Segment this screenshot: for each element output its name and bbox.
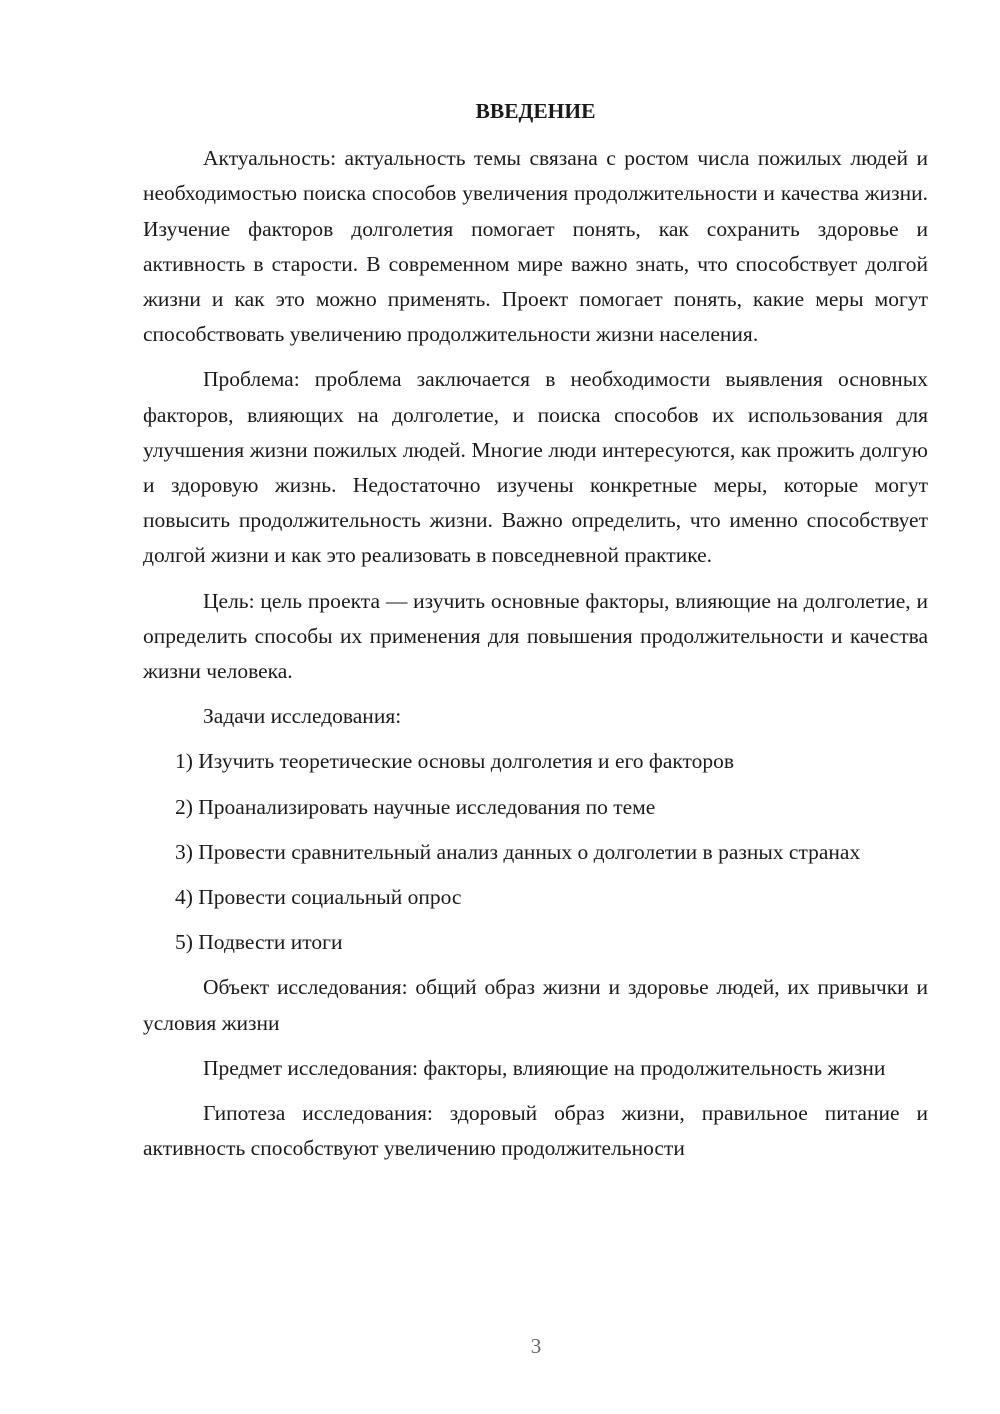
subject-paragraph: Предмет исследования: факторы, влияющие на продолжительность жизни	[203, 1055, 886, 1080]
task-item-3: 3) Провести сравнительный анализ данных о долголетии в разных странах	[175, 839, 861, 864]
document-title: ВВЕДЕНИЕ	[475, 99, 596, 123]
problem-paragraph: Проблема: проблема заключается в необходимости выявления основных факторов, влияющих на долголетие, и поиска способов их использования для улучшения жизни пожилых людей. Многие люди интересуются, как прожить долгую и здоровую жизнь. Недостаточно изучены конкретные меры, которые могут повысить продолжительность жизни. Важно определить, что именно способствует долгой жизни и как это реализовать в повседневной практике.	[143, 367, 928, 568]
document-page	[143, 94, 928, 1176]
task-item-2: 2) Проанализировать научные исследования по теме	[175, 794, 656, 819]
object-paragraph: Объект исследования: общий образ жизни и здоровье людей, их привычки и условия жизни	[143, 975, 928, 1035]
task-item-4: 4) Провести социальный опрос	[175, 885, 462, 910]
task-item-1: 1) Изучить теоретические основы долголетия и его факторов	[175, 749, 735, 774]
task-item-5: 5) Подвести итоги	[175, 930, 343, 955]
hypothesis-paragraph: Гипотеза исследования: здоровый образ жизни, правильное питание и активность способствуют увеличению продолжительности	[143, 1101, 928, 1161]
tasks-heading: Задачи исследования:	[203, 704, 402, 729]
relevance-paragraph: Актуальность: актуальность темы связана с ростом числа пожилых людей и необходимостью поиска способов увеличения продолжительности и качества жизни. Изучение факторов долголетия помогает понять, как сохранить здоровье и активность в старости. В современном мире важно знать, что способствует долгой жизни и как это можно применять. Проект помогает понять, какие меры могут способствовать увеличению продолжительности жизни населения.	[143, 146, 928, 347]
goal-paragraph: Цель: цель проекта — изучить основные факторы, влияющие на долголетие, и определить способы их применения для повышения продолжительности и качества жизни человека.	[143, 588, 928, 684]
page-number: 3	[530, 1334, 542, 1358]
